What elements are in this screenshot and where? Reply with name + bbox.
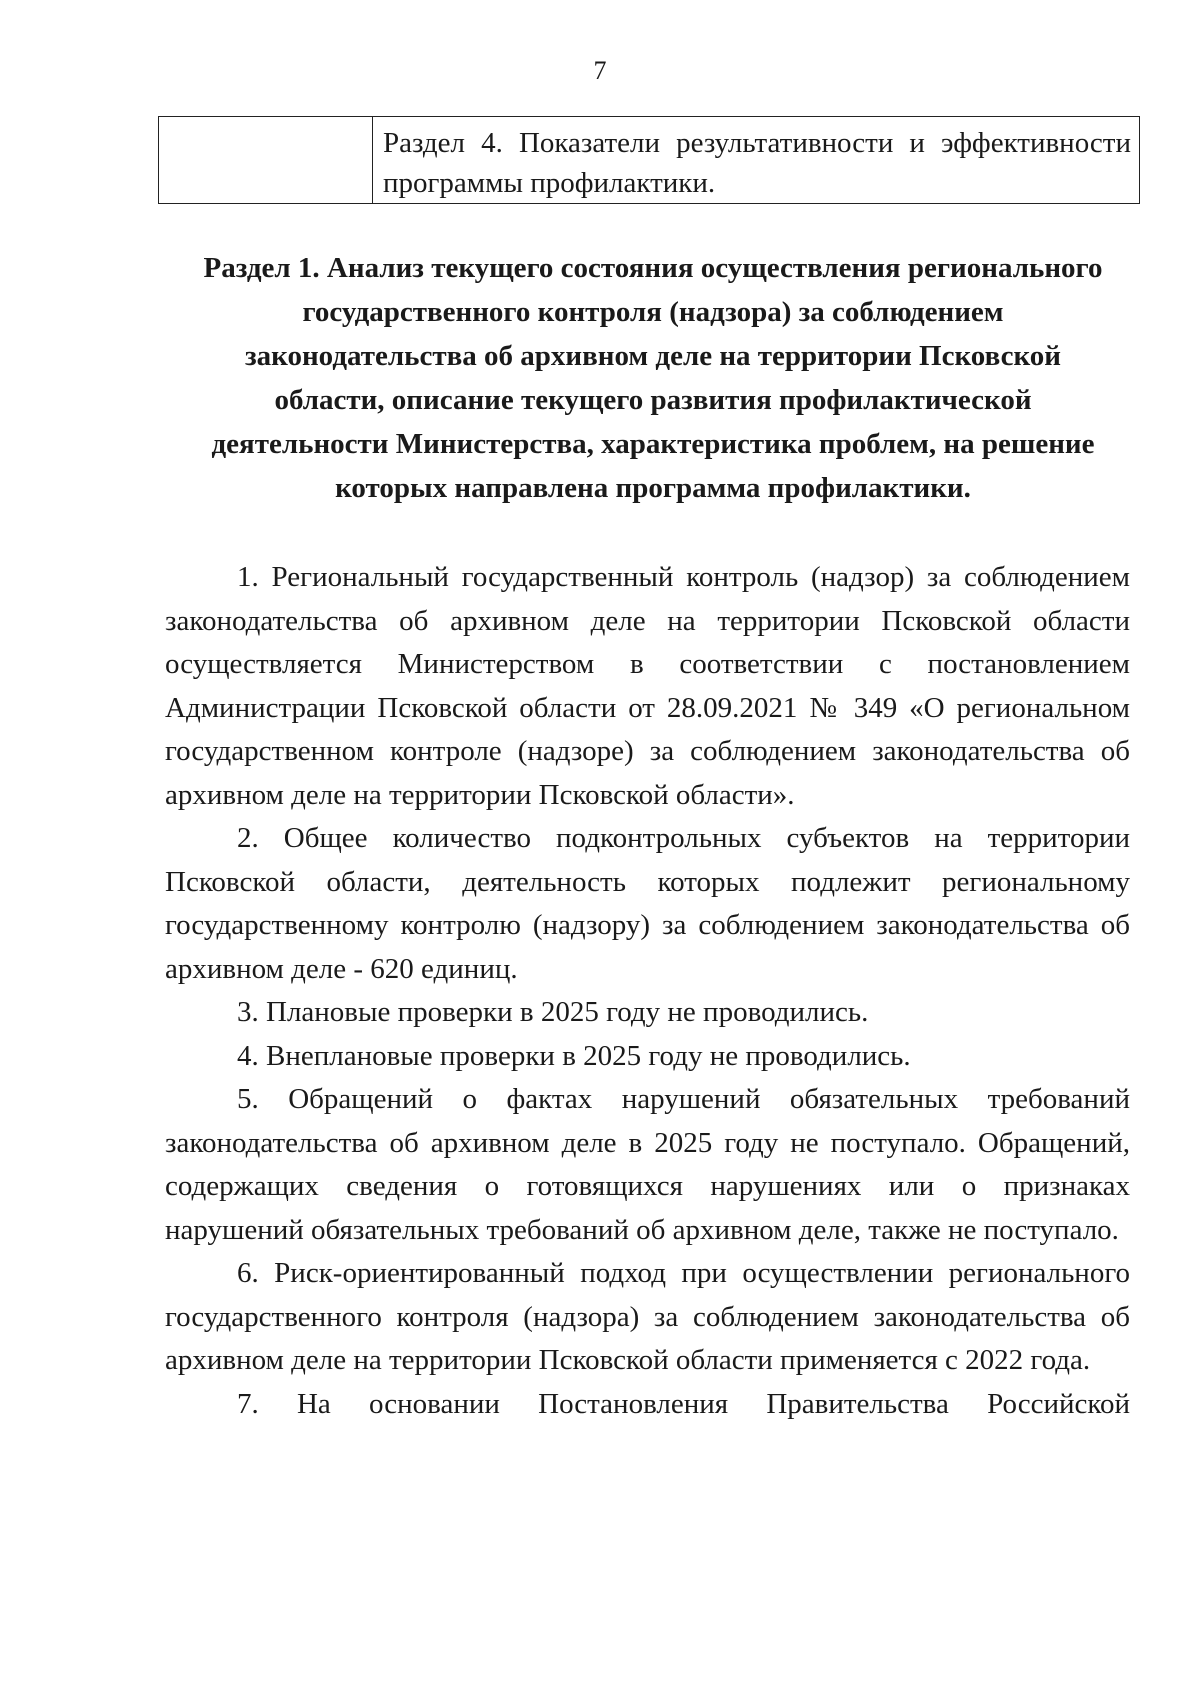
- contents-table: [158, 116, 1140, 204]
- contents-table-empty-cell: [159, 117, 373, 204]
- section-heading-line: области, описание текущего развития профилактической: [274, 384, 1032, 416]
- section-heading: [178, 246, 1128, 510]
- page-number: 7: [593, 56, 607, 85]
- section-heading-line: законодательства об архивном деле на территории Псковской: [244, 340, 1062, 372]
- section-heading-line: Раздел 1. Анализ текущего состояния осуществления регионального: [203, 252, 1103, 284]
- section-heading-line: государственного контроля (надзора) за соблюдением: [302, 296, 1004, 328]
- contents-table-row: [159, 117, 1140, 204]
- section-heading-line: которых направлена программа профилактики.: [335, 472, 971, 504]
- paragraph-7: 7. На основании Постановления Правительства Российской: [237, 1387, 1130, 1420]
- body-text: [165, 556, 1130, 1426]
- paragraph-3: 3. Плановые проверки в 2025 году не проводились.: [237, 996, 869, 1028]
- paragraph-2: 2. Общее количество подконтрольных субъектов на территории Псковской области, деятельность которых подлежит региональному государственному контролю (надзору) за соблюдением законодательства об архивном деле - 620 единиц.: [165, 822, 1130, 985]
- paragraph-5: 5. Обращений о фактах нарушений обязательных требований законодательства об архивном деле в 2025 году не поступало. Обращений, содержащих сведения о готовящихся нарушениях или о признаках нарушений обязательных требований об архивном деле, также не поступало.: [165, 1083, 1130, 1246]
- paragraph-1: 1. Региональный государственный контроль (надзор) за соблюдением законодательства об архивном деле на территории Псковской области осуществляется Министерством в соответствии с постановлением Администрации Псковской области от 28.09.2021 № 349 «О региональном государственном контроле (надзоре) за соблюдением законодательства об архивном деле на территории Псковской области».: [165, 561, 1130, 811]
- section-heading-line: деятельности Министерства, характеристика проблем, на решение: [211, 428, 1095, 460]
- contents-table-section-cell: Раздел 4. Показатели результативности и эффективности программы профилактики.: [373, 117, 1140, 204]
- paragraph-4: 4. Внеплановые проверки в 2025 году не проводились.: [237, 1039, 911, 1072]
- paragraph-6: 6. Риск-ориентированный подход при осуществлении регионального государственного контроля (надзора) за соблюдением законодательства об архивном деле на территории Псковской области применяется с 2022 года.: [165, 1257, 1130, 1376]
